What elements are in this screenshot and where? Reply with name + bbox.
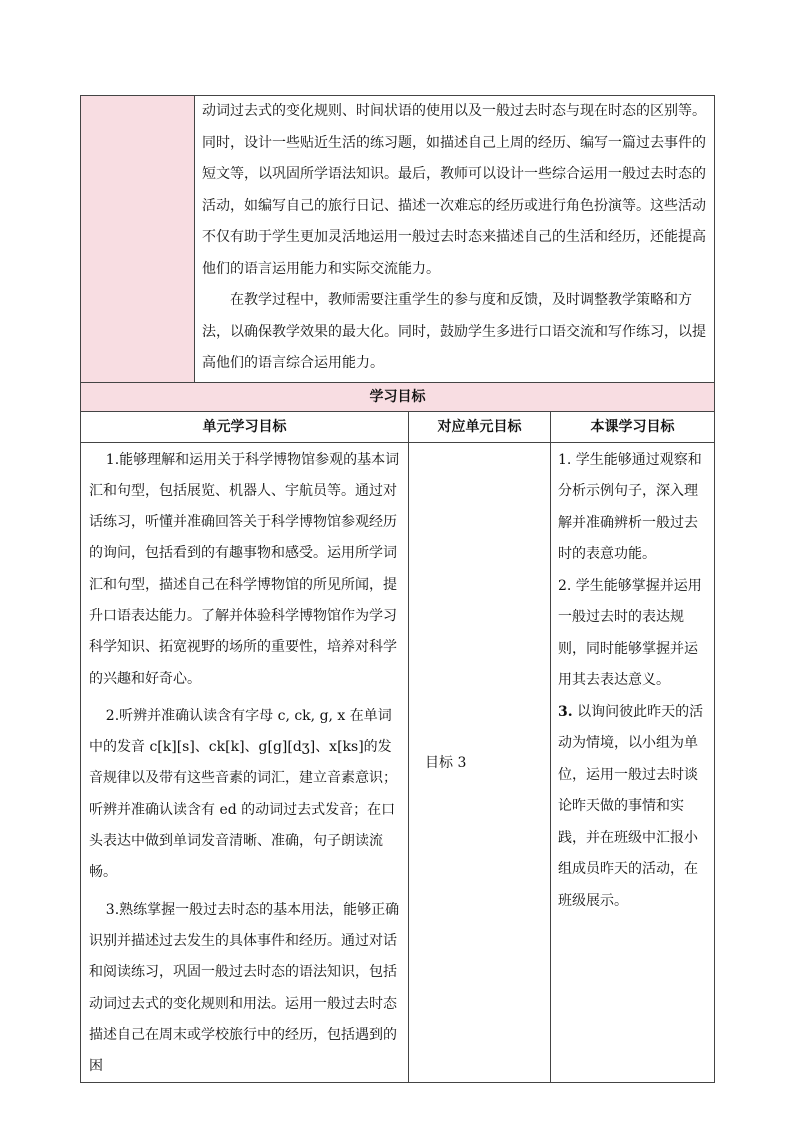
lesson-goal-2: 2. 学生能够掌握并运用一般过去时的表达规则，同时能够掌握并运用其去表达意义。 [558,577,702,688]
intro-row [81,96,715,383]
column-lesson-goals: 本课学习目标 [551,411,715,442]
goals-row [81,442,715,1083]
intro-paragraph-1: 动词过去式的变化规则、时间状语的使用以及一般过去时态与现在时态的区别等。同时，设计一些贴近生活的练习题，如描述自己上周的经历、编写一篇过去事件的短文等，以巩固所学语法知识。最后，教师可以设计一些综合运用一般过去时态的活动，如编写自己的旅行日记、描述一次难忘的经历或进行角色扮演等。这些活动不仅有助于学生更加灵活地运用一般过去时态来描述自己的生活和经历，还能提高他们的语言运用能力和实际交流能力。 [202,103,706,277]
lesson-plan-table [80,95,715,1083]
intro-label-cell [81,96,195,383]
unit-goal-1: 1.能够理解和运用关于科学博物馆参观的基本词汇和句型，包括展览、机器人、宇航员等。通过对话练习，听懂并准确回答关于科学博物馆参观经历的询问，包括看到的有趣事物和感受。运用所学词汇和句型，描述自己在科学博物馆的所见所闻，提升口语表达能力。了解并体验科学博物馆作为学习科学知识、拓宽视野的场所的重要性，培养对科学的兴趣和好奇心。 [89,451,400,687]
unit-goal-2: 2.听辨并准确认读含有字母 c, ck, g, x 在单词中的发音 c[k][s]、ck[k]、g[g][dʒ]、x[ks]的发音规律以及带有这些音素的词汇，建立音素意识；听辨并准确认读含有 ed 的动词过去式发音；在口头表达中做到单词发音清晰、准确，句子朗读流畅。 [89,707,397,881]
lesson-goal-3-number: 3. [558,703,573,720]
lesson-goal-1: 1. 学生能够通过观察和分析示例句子，深入理解并准确辨析一般过去时的表意功能。 [558,451,702,562]
column-header-row [81,411,715,442]
section-title-row [81,382,715,411]
document-page [80,95,714,1083]
column-unit-goals: 单元学习目标 [81,411,409,442]
lesson-goal-3-text: 以询问彼此昨天的活动为情境，以小组为单位，运用一般过去时谈论昨天做的事情和实践，并在班级中汇报小组成员昨天的活动，在班级展示。 [558,703,704,909]
matching-goal-cell [409,442,551,1083]
lesson-goal-3 [558,697,708,918]
unit-goals-cell [81,442,409,1083]
lesson-goals-cell [551,442,715,1083]
intro-text-cell [195,96,715,383]
matching-goal-text: 目标 3 [425,755,467,772]
unit-goal-3: 3.熟练掌握一般过去时态的基本用法，能够正确识别并描述过去发生的具体事件和经历。通过对话和阅读练习，巩固一般过去时态的语法知识，包括动词过去式的变化规则和用法。运用一般过去时态描述自己在周末或学校旅行中的经历，包括遇到的困 [89,901,400,1075]
column-matching-goal: 对应单元目标 [409,411,551,442]
section-title: 学习目标 [81,382,715,411]
intro-paragraph-2: 在教学过程中，教师需要注重学生的参与度和反馈，及时调整教学策略和方法，以确保教学效果的最大化。同时，鼓励学生多进行口语交流和写作练习，以提高他们的语言综合运用能力。 [202,292,706,371]
